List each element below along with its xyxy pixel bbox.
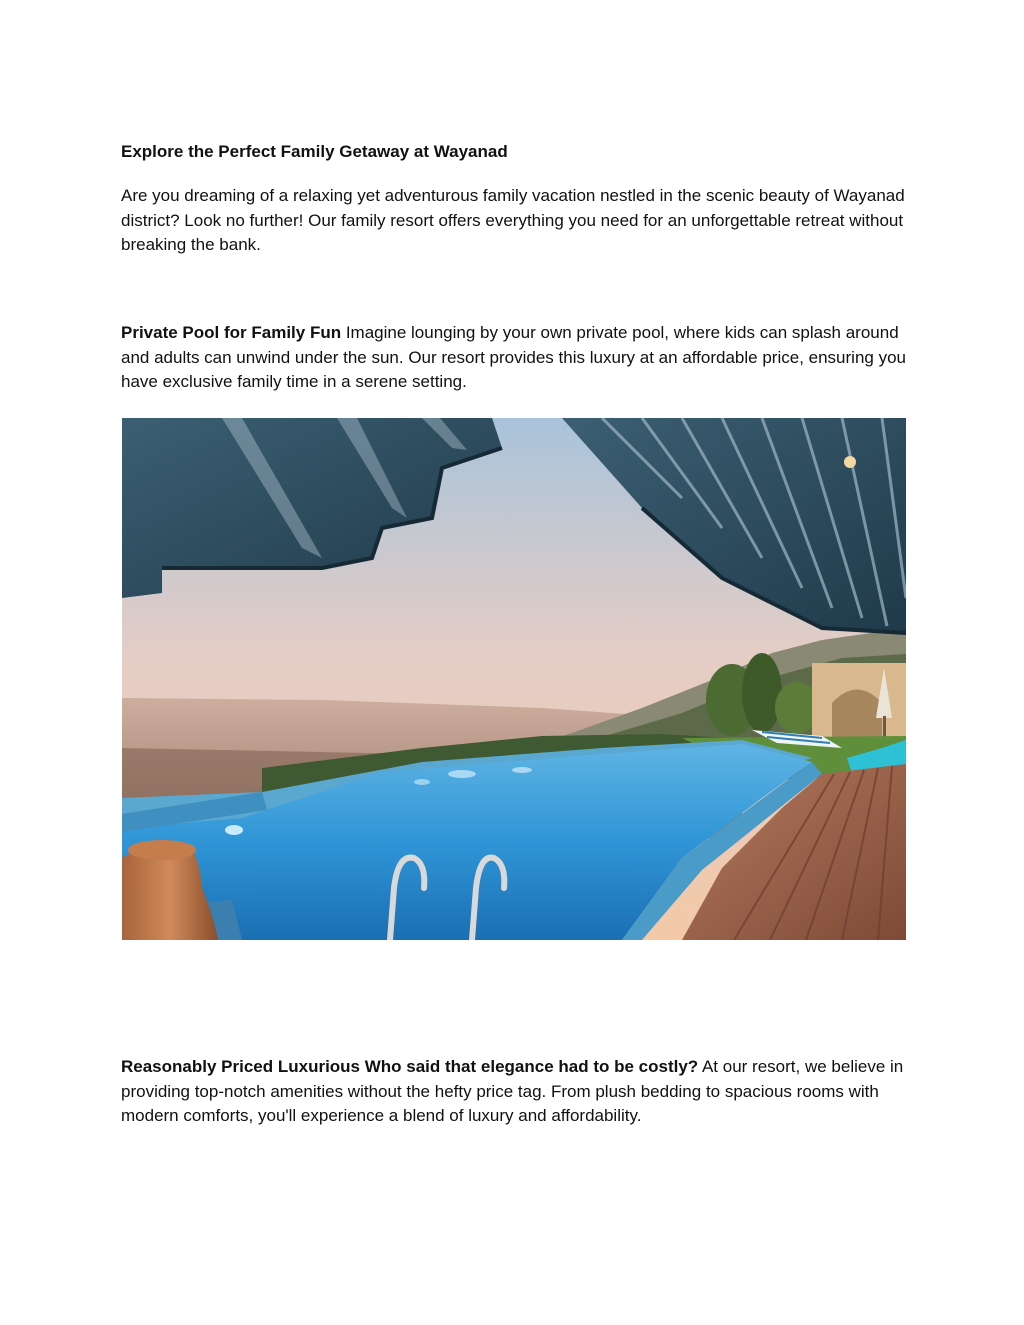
intro-paragraph: Are you dreaming of a relaxing yet adventurous family vacation nestled in the scenic beauty of Wayanad district? Look no further! Our family resort offers everything you need for an unforgettable retreat without breaking the bank. bbox=[121, 186, 905, 254]
pool-section bbox=[121, 321, 911, 395]
document-title: Explore the Perfect Family Getaway at Wayanad bbox=[121, 142, 508, 161]
price-section bbox=[121, 1055, 911, 1129]
pool-photo-illustration bbox=[122, 418, 906, 940]
price-section-heading: Reasonably Priced Luxurious Who said that elegance had to be costly? bbox=[121, 1057, 699, 1076]
pool-section-body: Imagine lounging by your own private pool, where kids can splash around and adults can unwind under the sun. Our resort provides this luxury at an affordable price, ensuring you have exclusive family time in a serene setting. bbox=[121, 323, 906, 391]
pool-section-heading: Private Pool for Family Fun bbox=[121, 323, 342, 342]
pool-photo bbox=[122, 418, 906, 940]
price-section-body: At our resort, we believe in providing top-notch amenities without the hefty price tag. From plush bedding to spacious rooms with modern comforts, you'll experience a blend of luxury and affordability. bbox=[121, 1057, 904, 1125]
